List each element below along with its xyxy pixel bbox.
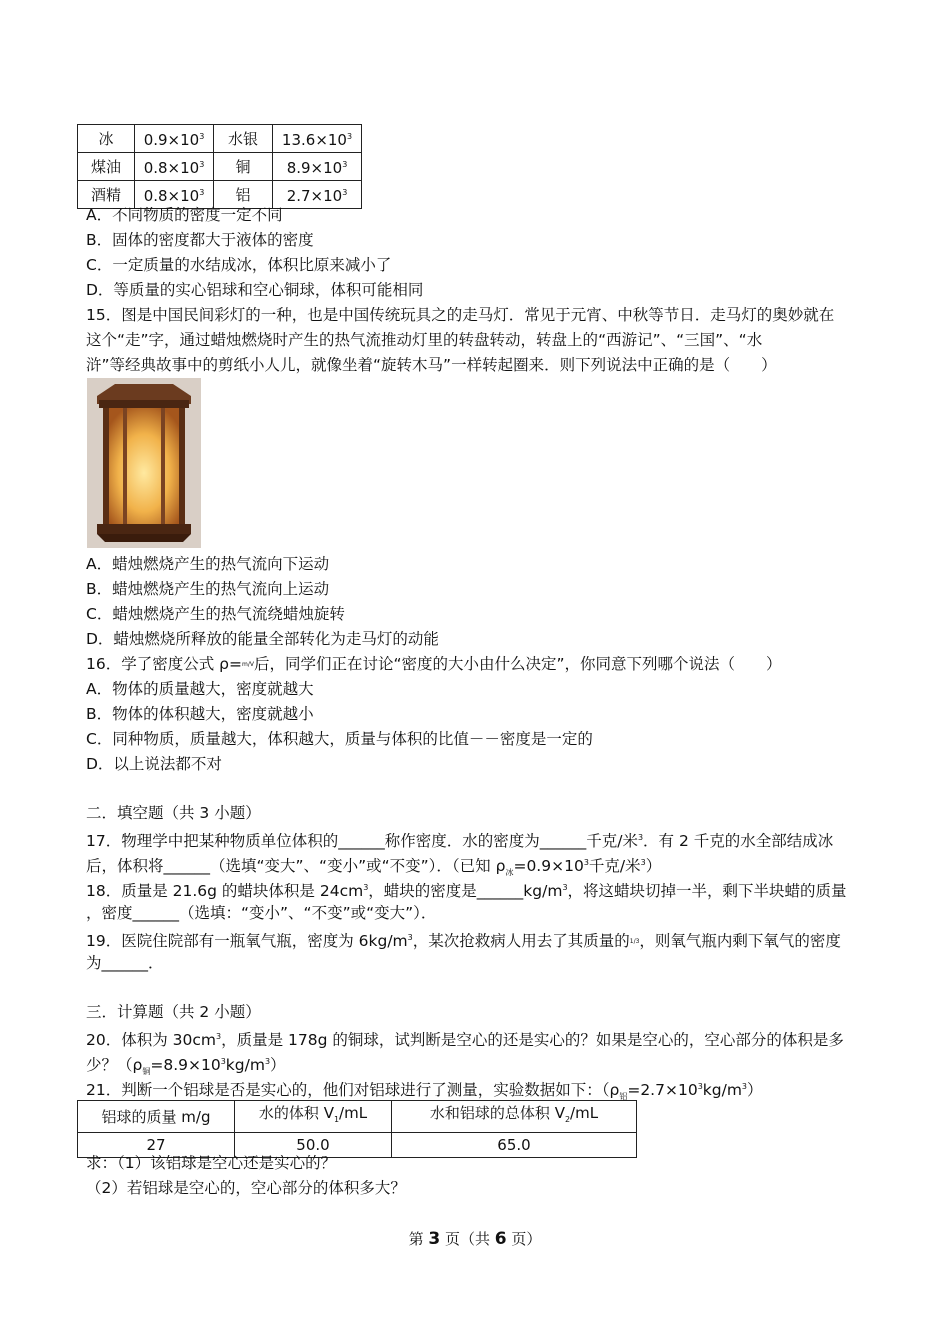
q16-option-c: C．同种物质，质量越大，体积越大，质量与体积的比值－－密度是一定的 bbox=[86, 730, 593, 748]
table-cell: $0.9\times 10^3$ bbox=[135, 125, 214, 153]
table-cell: $0.8\times 10^3$ bbox=[135, 181, 214, 209]
q15-text-line: 浒”等经典故事中的剪纸小人儿，就像坐着“旋转木马”一样转起圈来．则下列说法中正确的是（ ） bbox=[86, 356, 777, 374]
q17-line: 17．物理学中把某种物质单位体积的______称作密度．水的密度为______千克/米$^3$．有 2 千克的水全部结成冰 bbox=[86, 832, 834, 850]
q21-line: 21．判断一个铝球是否是实心的，他们对铝球进行了测量，实验数据如下：$(\rho_铝=2.7\times 10^3kg/m^3)$ bbox=[86, 1081, 763, 1102]
table-header-cell: 水和铝球的总体积 $V_2/mL$ bbox=[392, 1101, 637, 1133]
q16-option-d: D．以上说法都不对 bbox=[86, 755, 222, 773]
q19-line: 19．医院住院部有一瓶氧气瓶，密度为 $6kg/m^3$，某次抢救病人用去了其质量的1/3，则氧气瓶内剩下氧气的密度 bbox=[86, 932, 841, 950]
aluminum-ball-table bbox=[77, 1100, 637, 1158]
q15-text-line: 15．图是中国民间彩灯的一种，也是中国传统玩具之的走马灯．常见于元宵、中秋等节日．走马灯的奥妙就在 bbox=[86, 306, 835, 324]
q17-line: 后，体积将______（选填“变大”、“变小”或“不变”）．（已知 $\rho_冰=0.9\times 10^3$千克/米$^3$） bbox=[86, 857, 662, 878]
table-header-cell: 铝球的质量 m/g bbox=[78, 1101, 235, 1133]
q16-option-b: B．物体的体积越大，密度就越小 bbox=[86, 705, 314, 723]
q15-option-b: B．蜡烛燃烧产生的热气流向上运动 bbox=[86, 580, 330, 598]
q15-option-a: A．蜡烛燃烧产生的热气流向下运动 bbox=[86, 555, 330, 573]
q15-option-c: C．蜡烛燃烧产生的热气流绕蜡烛旋转 bbox=[86, 605, 345, 623]
q14-option-b: B．固体的密度都大于液体的密度 bbox=[86, 231, 314, 249]
q15-text-line: 这个“走”字，通过蜡烛燃烧时产生的热气流推动灯里的转盘转动，转盘上的“西游记”、“三国”、“水 bbox=[86, 331, 763, 349]
q14-option-d: D．等质量的实心铝球和空心铜球，体积可能相同 bbox=[86, 281, 424, 299]
q20-line: 20．体积为 $30cm^3$，质量是 178g 的铜球，试判断是空心的还是实心的？如果是空心的，空心部分的体积是多 bbox=[86, 1031, 844, 1049]
q21-question: 求：（1）该铝球是空心还是实心的？ bbox=[86, 1154, 337, 1172]
table-cell: $0.8\times 10^3$ bbox=[135, 153, 214, 181]
table-cell: 煤油 bbox=[78, 153, 135, 181]
table-cell: 水银 bbox=[214, 125, 273, 153]
table-row bbox=[78, 125, 362, 153]
table-cell: 冰 bbox=[78, 125, 135, 153]
one-third-fraction: 1/3 bbox=[629, 938, 640, 945]
table-cell: 铝 bbox=[214, 181, 273, 209]
table-cell: $8.9\times 10^3$ bbox=[273, 153, 362, 181]
q18-line: ，密度______（选填：“变小”、“不变”或“变大”）． bbox=[86, 904, 437, 922]
q18-line: 18．质量是 21.6g 的蜡块体积是 $24cm^3$，蜡块的密度是$\_\_\_\_\_\_kg/m^3$，将这蜡块切掉一半，剩下半块蜡的质量 bbox=[86, 882, 847, 900]
table-cell: 酒精 bbox=[78, 181, 135, 209]
section-heading: 二．填空题（共 3 小题） bbox=[86, 804, 261, 822]
table-header-cell: 水的体积 $V_1/mL$ bbox=[235, 1101, 392, 1133]
table-cell: 50.0 bbox=[235, 1133, 392, 1158]
table-row bbox=[78, 153, 362, 181]
table-cell: 65.0 bbox=[392, 1133, 637, 1158]
q20-line: 少？$(\rho_铜=8.9\times 10^3kg/m^3)$ bbox=[86, 1056, 286, 1077]
density-formula-fraction: m/V bbox=[241, 661, 254, 668]
q16-stem: 16．学了密度公式 ρ=m/V后，同学们正在讨论“密度的大小由什么决定”，你同意下列哪个说法（ ） bbox=[86, 655, 782, 673]
q14-option-a: A．不同物质的密度一定不同 bbox=[86, 206, 283, 224]
table-cell: $2.7\times 10^3$ bbox=[273, 181, 362, 209]
q16-option-a: A．物体的质量越大，密度就越大 bbox=[86, 680, 314, 698]
q14-option-c: C．一定质量的水结成冰，体积比原来减小了 bbox=[86, 256, 392, 274]
table-cell: 铜 bbox=[214, 153, 273, 181]
q21-question: （2）若铝球是空心的，空心部分的体积多大？ bbox=[86, 1179, 406, 1197]
q19-line: 为______． bbox=[86, 954, 164, 972]
lantern-image bbox=[87, 378, 201, 548]
table-cell: 27 bbox=[78, 1133, 235, 1158]
table-header-row bbox=[78, 1101, 637, 1133]
q15-option-d: D．蜡烛燃烧所释放的能量全部转化为走马灯的动能 bbox=[86, 630, 439, 648]
table-cell: $13.6\times 10^3$ bbox=[273, 125, 362, 153]
page-footer: 第 3 页（共 6 页） bbox=[408, 1229, 542, 1249]
section-heading: 三．计算题（共 2 小题） bbox=[86, 1003, 261, 1021]
density-table bbox=[77, 124, 362, 209]
